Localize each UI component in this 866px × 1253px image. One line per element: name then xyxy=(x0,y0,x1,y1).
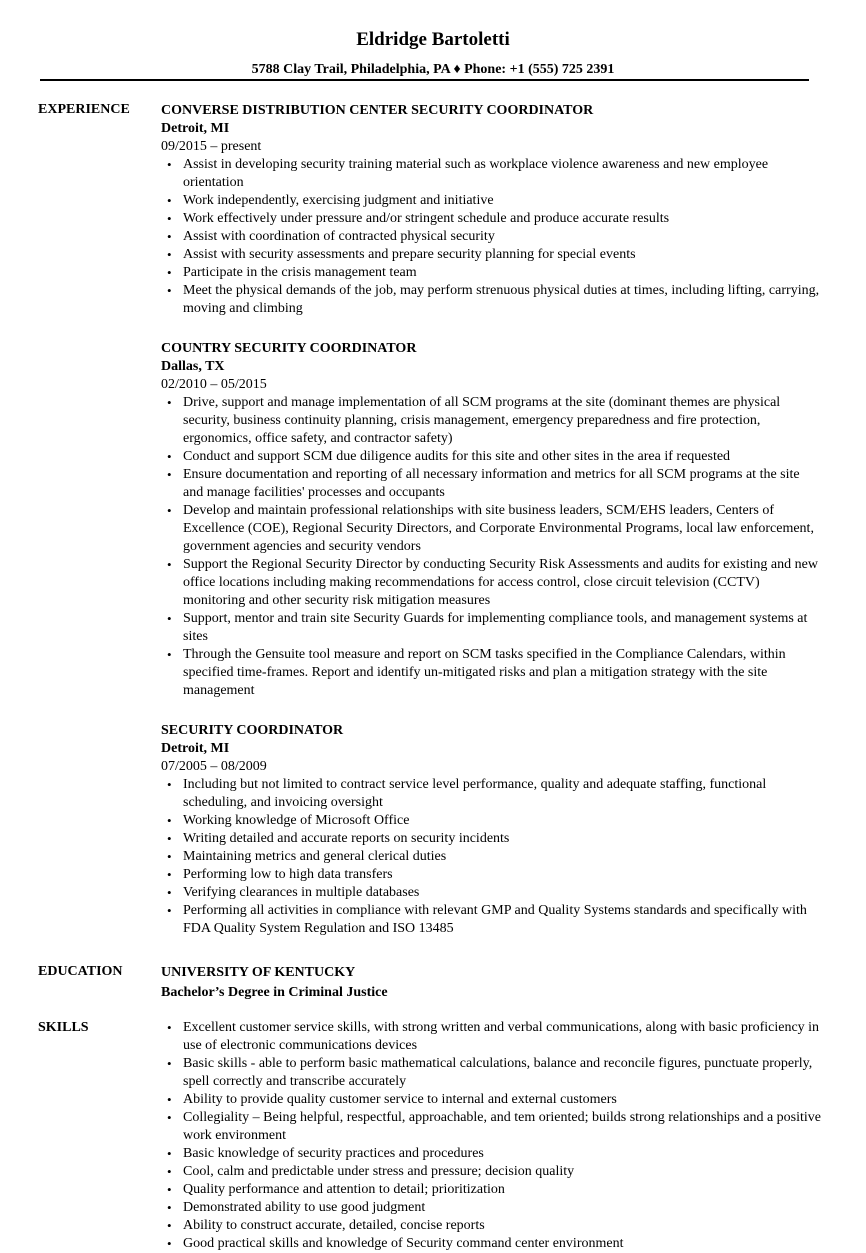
job-dates: 02/2010 – 05/2015 xyxy=(161,377,267,392)
list-item: • Basic knowledge of security practices and procedures xyxy=(161,1145,821,1163)
education-entry xyxy=(161,964,821,1002)
list-item: • Meet the physical demands of the job, may perform strenuous physical duties at times, including lifting, carrying, moving and climbing xyxy=(161,282,821,318)
list-item: • Excellent customer service skills, with strong written and verbal communications, along with basic proficiency in use of electronic communications devices xyxy=(161,1019,821,1055)
list-item: • Work effectively under pressure and/or stringent schedule and produce accurate results xyxy=(161,210,821,228)
job-dates: 09/2015 – present xyxy=(161,139,262,154)
list-item: • Support the Regional Security Director by conducting Security Risk Assessments and audits for existing and new office locations including making recommendations for access control, close circuit television (CCTV) monitoring and other security risk mitigation measures xyxy=(161,556,821,610)
list-item: • Conduct and support SCM due diligence audits for this site and other sites in the area if requested xyxy=(161,448,821,466)
school-name: UNIVERSITY OF KENTUCKY xyxy=(161,965,356,980)
list-item: • Good practical skills and knowledge of Security command center environment xyxy=(161,1235,821,1253)
list-item: • Demonstrated ability to use good judgment xyxy=(161,1199,821,1217)
list-item: • Working knowledge of Microsoft Office xyxy=(161,812,821,830)
list-item: • Cool, calm and predictable under stress and pressure; decision quality xyxy=(161,1163,821,1181)
job-bullets xyxy=(161,156,821,318)
list-item: • Work independently, exercising judgment and initiative xyxy=(161,192,821,210)
experience-label: EXPERIENCE xyxy=(38,102,130,117)
job-dates: 07/2005 – 08/2009 xyxy=(161,759,267,774)
job-entry xyxy=(161,102,821,318)
list-item: • Performing low to high data transfers xyxy=(161,866,821,884)
list-item: • Assist in developing security training material such as workplace violence awareness and new employee orientation xyxy=(161,156,821,192)
job-location: Dallas, TX xyxy=(161,359,225,374)
list-item: • Including but not limited to contract service level performance, quality and adequate staffing, functional scheduling, and invoicing oversight xyxy=(161,776,821,812)
job-bullets xyxy=(161,776,821,938)
list-item: • Writing detailed and accurate reports on security incidents xyxy=(161,830,821,848)
education-label: EDUCATION xyxy=(38,964,123,979)
job-title: CONVERSE DISTRIBUTION CENTER SECURITY COORDINATOR xyxy=(161,103,594,118)
list-item: • Ability to provide quality customer service to internal and external customers xyxy=(161,1091,821,1109)
list-item: • Develop and maintain professional relationships with site business leaders, SCM/EHS leaders, Centers of Excellence (COE), Regional Security Directors, and Corporate Environmental Programs, local law enforcement, government agencies and security vendors xyxy=(161,502,821,556)
degree-name: Bachelor’s Degree in Criminal Justice xyxy=(161,985,388,1000)
list-item: • Performing all activities in compliance with relevant GMP and Quality Systems standards and specifically with FDA Quality System Regulation and ISO 13485 xyxy=(161,902,821,938)
list-item: • Support, mentor and train site Security Guards for implementing compliance tools, and management systems at sites xyxy=(161,610,821,646)
skills-bullets xyxy=(161,1019,821,1253)
list-item: • Assist with security assessments and prepare security planning for special events xyxy=(161,246,821,264)
skills-entry xyxy=(161,1019,821,1253)
job-title: COUNTRY SECURITY COORDINATOR xyxy=(161,341,417,356)
list-item: • Drive, support and manage implementation of all SCM programs at the site (dominant themes are physical security, business continuity planning, crisis management, emergency preparedness and fire protection, ergonomics, office safety, and contractor safety) xyxy=(161,394,821,448)
contact-line: 5788 Clay Trail, Philadelphia, PA ♦ Phone: +1 (555) 725 2391 xyxy=(251,62,615,77)
list-item: • Basic skills - able to perform basic mathematical calculations, balance and reconcile figures, punctuate properly, spell correctly and transcribe accurately xyxy=(161,1055,821,1091)
list-item: • Through the Gensuite tool measure and report on SCM tasks specified in the Compliance Calendars, within specified time-frames. Report and identify un-mitigated risks and plan a mitigation strategy with the site management xyxy=(161,646,821,700)
list-item: • Ensure documentation and reporting of all necessary information and metrics for all SCM programs at the site and manage facilities' processes and occupants xyxy=(161,466,821,502)
job-location: Detroit, MI xyxy=(161,121,230,136)
list-item: • Quality performance and attention to detail; prioritization xyxy=(161,1181,821,1199)
job-location: Detroit, MI xyxy=(161,741,230,756)
header-divider xyxy=(40,79,809,81)
job-bullets xyxy=(161,394,821,700)
list-item: • Assist with coordination of contracted physical security xyxy=(161,228,821,246)
list-item: • Maintaining metrics and general clerical duties xyxy=(161,848,821,866)
job-title: SECURITY COORDINATOR xyxy=(161,723,344,738)
list-item: • Participate in the crisis management team xyxy=(161,264,821,282)
job-entry xyxy=(161,340,821,700)
list-item: • Verifying clearances in multiple databases xyxy=(161,884,821,902)
list-item: • Collegiality – Being helpful, respectful, approachable, and tem oriented; builds strong relationships and a positive work environment xyxy=(161,1109,821,1145)
candidate-name: Eldridge Bartoletti xyxy=(356,29,510,50)
skills-label: SKILLS xyxy=(38,1020,89,1035)
list-item: • Ability to construct accurate, detailed, concise reports xyxy=(161,1217,821,1235)
job-entry xyxy=(161,722,821,938)
